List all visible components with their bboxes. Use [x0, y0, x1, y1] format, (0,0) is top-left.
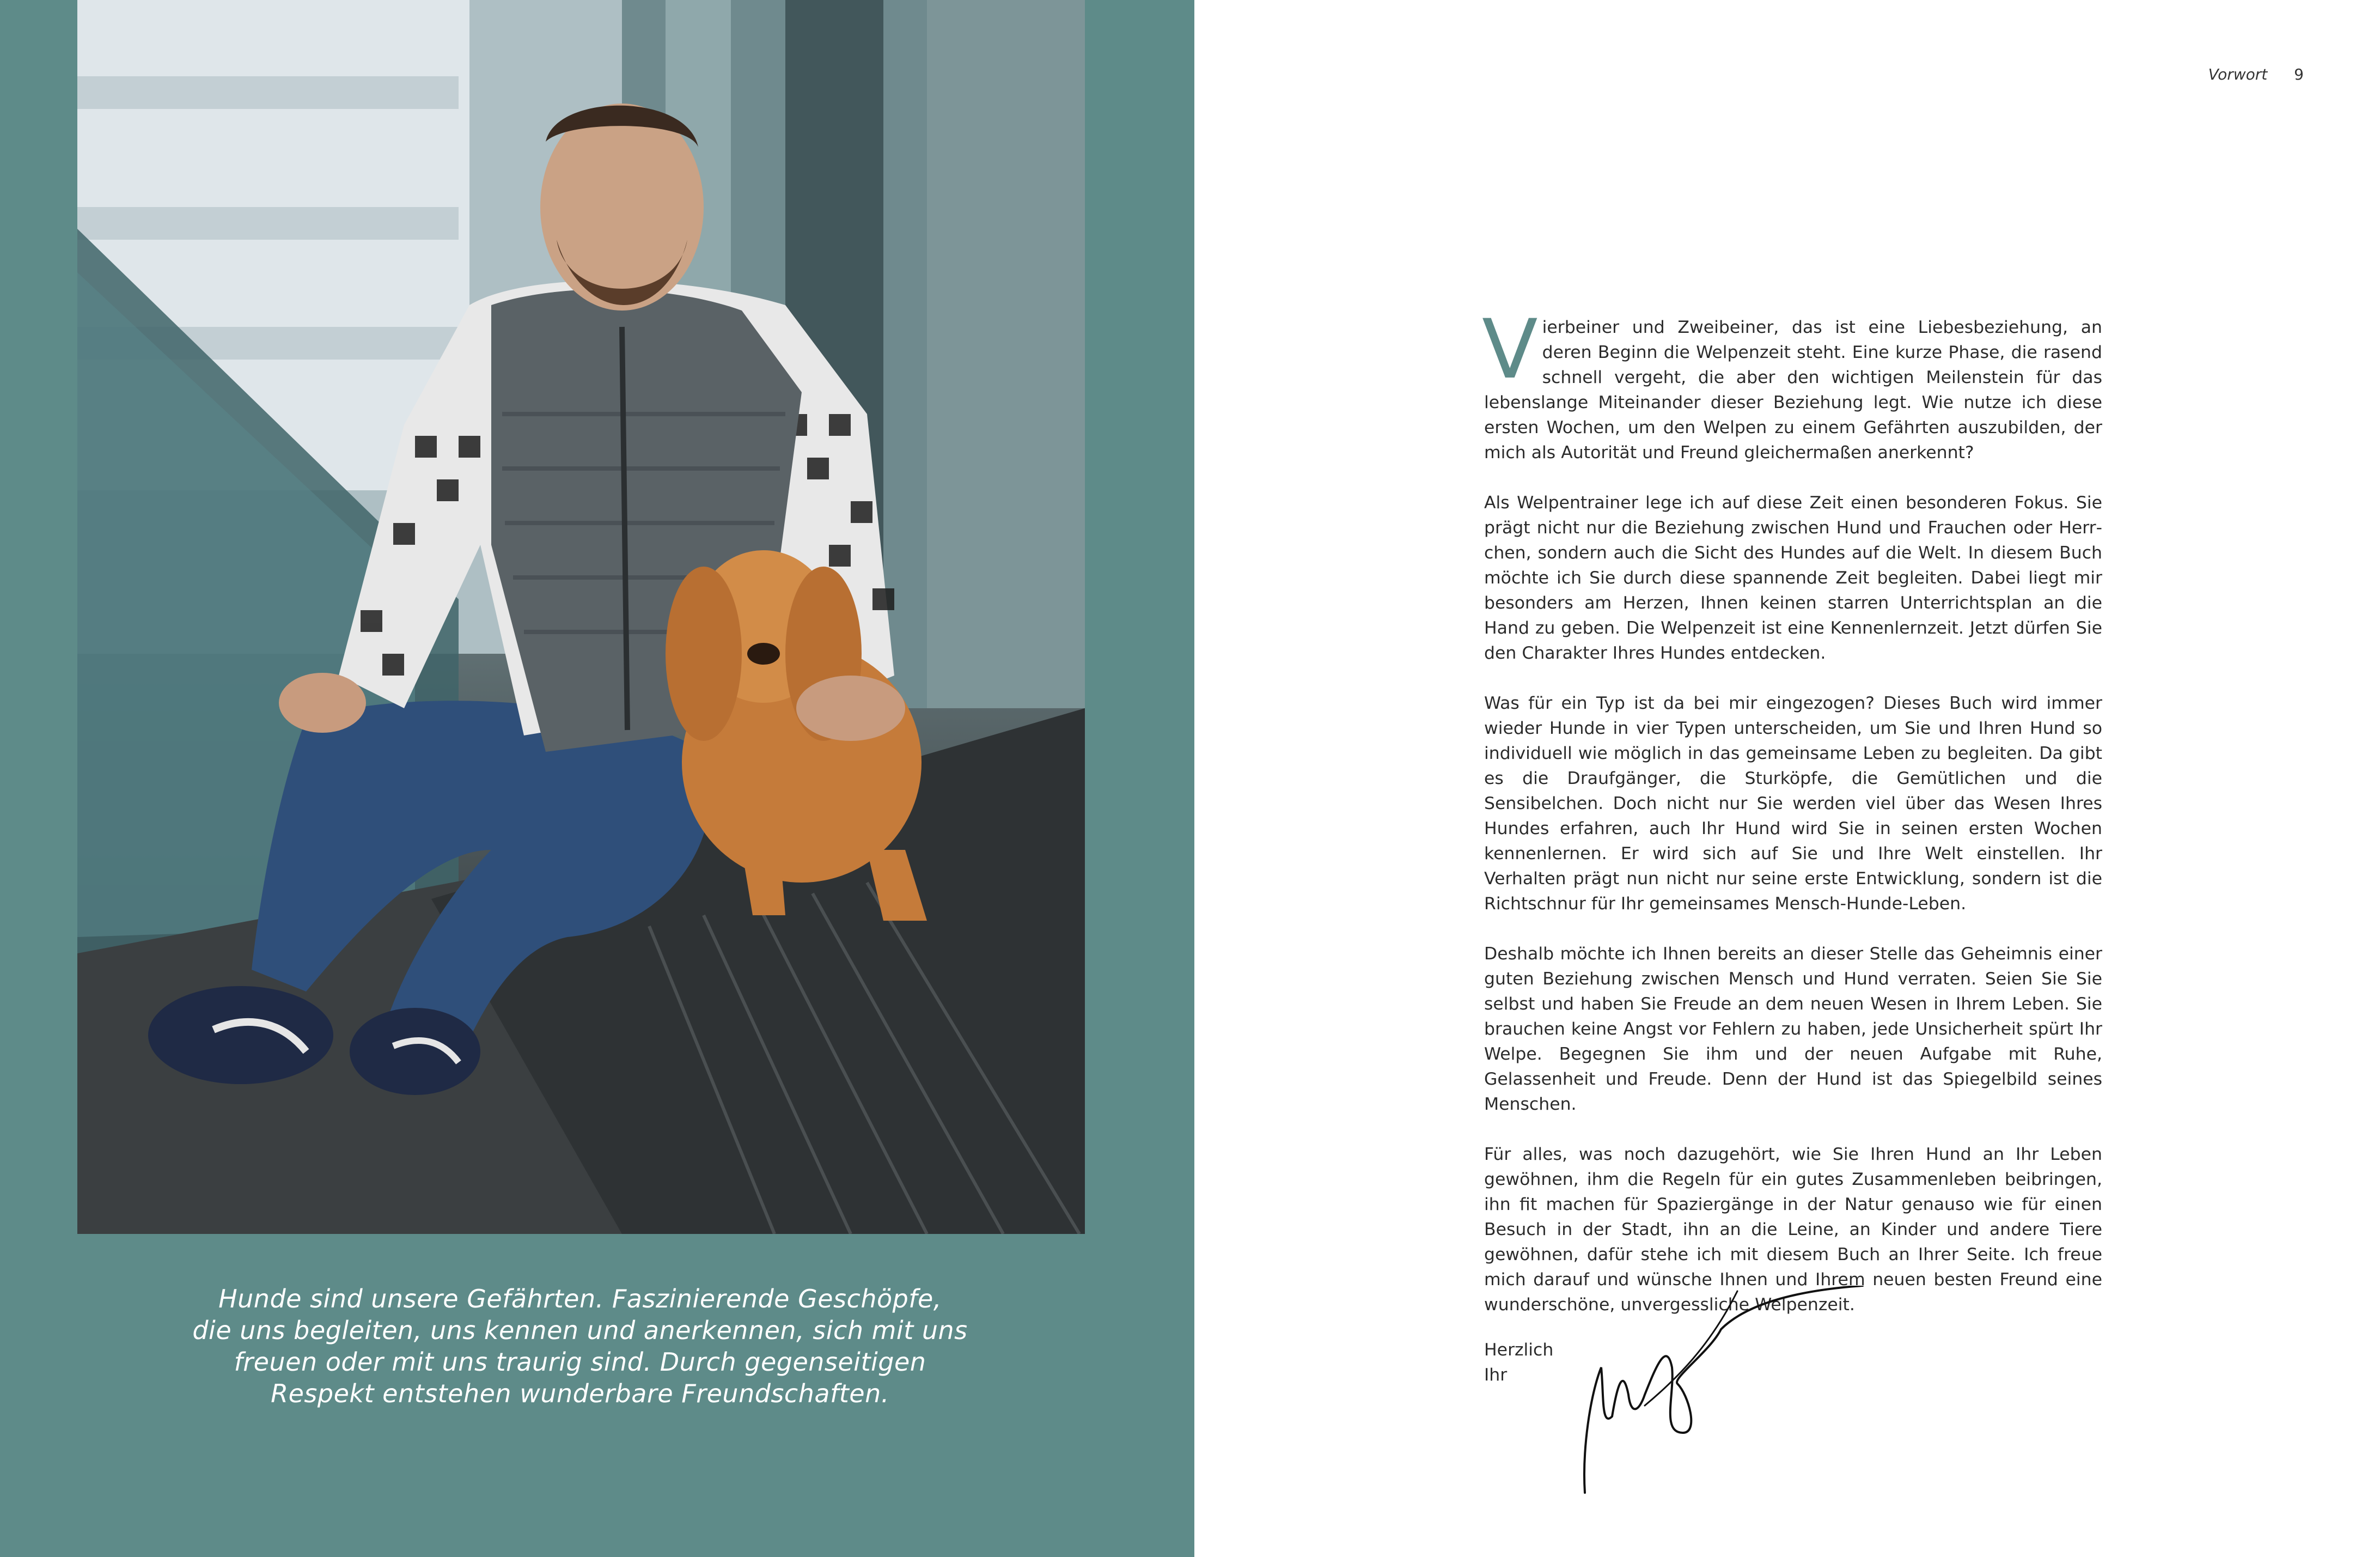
paragraph — [1482, 302, 2102, 465]
caption-line: freuen oder mit uns traurig sind. Durch gegenseitigen — [234, 1347, 926, 1377]
paragraph: Deshalb möchte ich Ihnen bereits an dieser Stelle das Geheimnis einer guten Beziehung zwischen Mensch und Hund verraten. Seien Sie Sie selbst und haben Sie Freude an dem neuen Wesen in Ihrem Leben. Sie brauchen keine Angst vor Fehlern zu haben, jede Unsicherheit spürt Ihr Welpe. Begegnen Sie ihm und der neuen Aufgabe mit Ruhe, Gelassenheit und Freude. Denn der Hund ist das Spiegelbild seines Menschen. — [1484, 944, 2102, 1114]
caption-line: Respekt entstehen wunderbare Freundschaften. — [271, 1379, 889, 1408]
closing-salutation — [1484, 1337, 1553, 1388]
photo-caption — [163, 1283, 997, 1409]
paragraph: Was für ein Typ ist da bei mir eingezogen? Dieses Buch wird immer wieder Hunde in vier Typen unterscheiden, um Sie und Ihren Hund so individuell wie möglich in das gemeinsame Leben zu begleiten. Da gibt es die Draufgänger, die Sturköpfe, die Gemütlichen und die Sensibelchen. Doch nicht nur Sie werden viel über das Wesen Ihres Hundes erfahren, auch Ihr Hund wird Sie in seinen ersten Wochen kennenlernen. Er wird sich auf Sie und Ihre Welt einstellen. Ihr Verhalten prägt nun nicht nur seine erste Entwicklung, sondern ist die Richtschnur für Ihr gemeinsames Mensch-Hunde-Leben. — [1484, 694, 2102, 914]
drop-cap: V — [1482, 302, 1538, 397]
paragraph: Als Welpentrainer lege ich auf diese Zeit einen besonderen Fokus. Sie prägt nicht nur die Beziehung zwischen Hund und Frauchen oder Herrchen, sondern auch die Sicht des Hundes auf die Welt. In diesem Buch möchte ich Sie durch diese spannende Zeit begleiten. Dabei liegt mir besonders am Herzen, Ihnen keinen starren Unterrichtsplan an die Hand zu geben. Die Welpenzeit ist eine Kennenlernzeit. Jetzt dürfen Sie den Charakter Ihres Hundes entdecken. — [1484, 493, 2102, 663]
photo-illustration — [77, 0, 1085, 1234]
man-with-puppy-photo — [77, 0, 1085, 1234]
paragraph: Für alles, was noch dazugehört, wie Sie Ihren Hund an Ihr Leben gewöhnen, ihm die Regeln für ein gutes Zusammenleben beibringen, ihn fit machen für Spaziergänge in der Natur genauso wie für einen Besuch in der Stadt, ihn an die Leine, an Kinder und andere Tiere gewöhnen, dafür stehe ich mit diesem Buch an Ihrer Seite. Ich freue mich darauf und wünsche Ihnen und Ihrem neuen besten Freund eine wunderschöne, unvergessliche Welpenzeit. — [1484, 1145, 2102, 1315]
foreword-text — [1482, 302, 2102, 1342]
paragraph-text: ierbeiner und Zweibeiner, das ist eine Liebesbeziehung, an deren Beginn die Welpenzeit steht. Eine kurze Phase, die rasend schnell vergeht, die aber den wichtigen Meilenstein für das lebenslange Miteinander dieser Beziehung legt. Wie nutze ich diese ersten Wochen, um den Welpen zu einem Gefährten auszubilden, der mich als Autorität und Freund gleichermaßen anerkennt? — [1484, 318, 2102, 463]
section-title: Vorwort — [2208, 65, 2268, 83]
page-number: 9 — [2294, 65, 2304, 83]
running-head — [2208, 65, 2304, 83]
closing-line: Herzlich — [1484, 1340, 1554, 1360]
caption-line: Hunde sind unsere Gefährten. Faszinierende Geschöpfe, — [218, 1284, 942, 1313]
closing-line: Ihr — [1484, 1365, 1508, 1385]
caption-line: die uns begleiten, uns kennen und anerkennen, sich mit uns — [192, 1316, 968, 1345]
handwritten-signature — [1579, 1286, 1874, 1504]
